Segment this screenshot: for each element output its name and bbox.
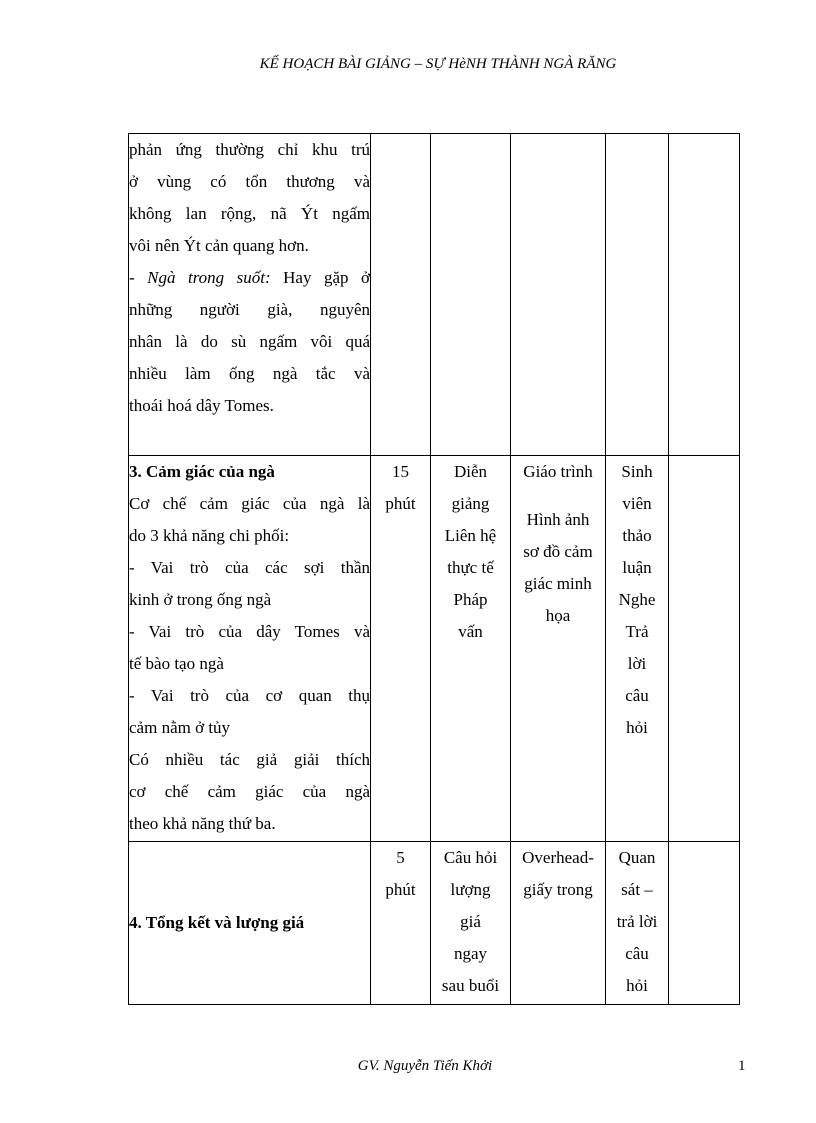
term-label: - Ngà trong suốt: bbox=[129, 268, 271, 287]
time-unit: phút bbox=[385, 494, 416, 513]
method-line: giảng bbox=[451, 494, 490, 513]
text-line: cảm nằm ở tủy bbox=[129, 718, 231, 737]
section-heading: 4. Tổng kết và lượng giá bbox=[129, 913, 305, 932]
footer-author: GV. Nguyễn Tiến Khởi bbox=[357, 1058, 493, 1074]
method-cell bbox=[431, 134, 511, 456]
material-line: họa bbox=[545, 606, 571, 625]
note-cell bbox=[669, 134, 740, 456]
method-line: vấn bbox=[458, 622, 483, 641]
material-line: giấy trong bbox=[523, 880, 593, 899]
time-cell bbox=[371, 842, 431, 1005]
material-line: Overhead- bbox=[522, 848, 594, 867]
method-line: Câu hỏi bbox=[443, 848, 498, 867]
material-line: sơ đồ cảm bbox=[523, 542, 593, 561]
text-line: ở vùng có tổn thương và bbox=[129, 172, 370, 191]
note-cell bbox=[669, 456, 740, 842]
method-line: giá bbox=[460, 912, 481, 931]
student-line: luận bbox=[622, 558, 652, 577]
spacer bbox=[511, 488, 605, 504]
student-line: thảo bbox=[622, 526, 652, 545]
method-line: Diễn bbox=[453, 462, 488, 481]
student-line: hỏi bbox=[626, 976, 648, 995]
student-line: Nghe bbox=[618, 590, 656, 609]
text-line: - Vai trò của dây Tomes và bbox=[129, 622, 370, 641]
table-row bbox=[129, 842, 740, 1005]
student-line: câu bbox=[625, 944, 649, 963]
student-cell bbox=[606, 456, 669, 842]
method-line: lượng bbox=[450, 880, 491, 899]
method-line: sau buổi bbox=[441, 976, 500, 995]
section-heading: 3. Cảm giác của ngà bbox=[129, 462, 275, 481]
text-line: nhân là do sù ngấm vôi quá bbox=[129, 332, 370, 351]
time-value: 5 bbox=[396, 848, 405, 867]
text-line: những người già, nguyên bbox=[129, 300, 370, 319]
text-line: tế bào tạo ngà bbox=[129, 654, 224, 673]
student-cell bbox=[606, 134, 669, 456]
student-line: câu bbox=[625, 686, 649, 705]
material-line: giác minh bbox=[524, 574, 592, 593]
method-line: ngay bbox=[453, 944, 488, 963]
time-cell bbox=[371, 134, 431, 456]
note-cell bbox=[669, 842, 740, 1005]
method-line: Pháp bbox=[453, 590, 488, 609]
text-line: - Vai trò của cơ quan thụ bbox=[129, 686, 370, 705]
text-line bbox=[129, 262, 370, 294]
text-line: không lan rộng, nã Ýt ngấm bbox=[129, 204, 370, 223]
text-line: theo khả năng thứ ba. bbox=[129, 814, 276, 833]
student-line: trả lời bbox=[616, 912, 658, 931]
student-line: Sinh bbox=[621, 462, 653, 481]
text-line: phản ứng thường chỉ khu trú bbox=[129, 140, 370, 159]
content-cell bbox=[129, 134, 371, 456]
student-line: hỏi bbox=[626, 718, 648, 737]
page-header: KẾ HOẠCH BÀI GIẢNG – SỰ HèNH THÀNH NGÀ RĂNG bbox=[259, 56, 617, 72]
material-cell bbox=[511, 842, 606, 1005]
method-cell bbox=[431, 842, 511, 1005]
material-line: Giáo trình bbox=[523, 462, 593, 481]
text-line: Cơ chế cảm giác của ngà là bbox=[129, 494, 370, 513]
text-line: Có nhiều tác giả giải thích bbox=[129, 750, 370, 769]
student-line: viên bbox=[622, 494, 652, 513]
table-row bbox=[129, 134, 740, 456]
material-line: Hình ảnh bbox=[526, 510, 590, 529]
method-line: thực tế bbox=[447, 558, 494, 577]
material-cell bbox=[511, 456, 606, 842]
text-line: vôi nên Ýt cản quang hơn. bbox=[129, 236, 309, 255]
student-line: lời bbox=[627, 654, 647, 673]
student-line: Quan bbox=[618, 848, 656, 867]
student-cell bbox=[606, 842, 669, 1005]
material-cell bbox=[511, 134, 606, 456]
time-cell bbox=[371, 456, 431, 842]
table-row bbox=[129, 456, 740, 842]
student-line: sát – bbox=[621, 880, 653, 899]
content-cell bbox=[129, 842, 371, 1005]
text-line: nhiều làm ống ngà tắc và bbox=[129, 364, 370, 383]
content-cell bbox=[129, 456, 371, 842]
text-line: kinh ở trong ống ngà bbox=[129, 590, 272, 609]
time-unit: phút bbox=[385, 880, 416, 899]
student-line: Trả bbox=[625, 622, 649, 641]
text-line: do 3 khả năng chi phối: bbox=[129, 526, 290, 545]
method-cell bbox=[431, 456, 511, 842]
method-line: Liên hệ bbox=[444, 526, 497, 545]
text-line: - Vai trò của các sợi thần bbox=[129, 558, 370, 577]
time-value: 15 bbox=[392, 462, 409, 481]
lesson-plan-table bbox=[128, 133, 740, 1005]
text-line: cơ chế cảm giác của ngà bbox=[129, 782, 370, 801]
text-line: thoái hoá dây Tomes. bbox=[129, 396, 274, 415]
term-text: Hay gặp ở bbox=[270, 268, 370, 287]
page-number: 1 bbox=[738, 1058, 746, 1074]
